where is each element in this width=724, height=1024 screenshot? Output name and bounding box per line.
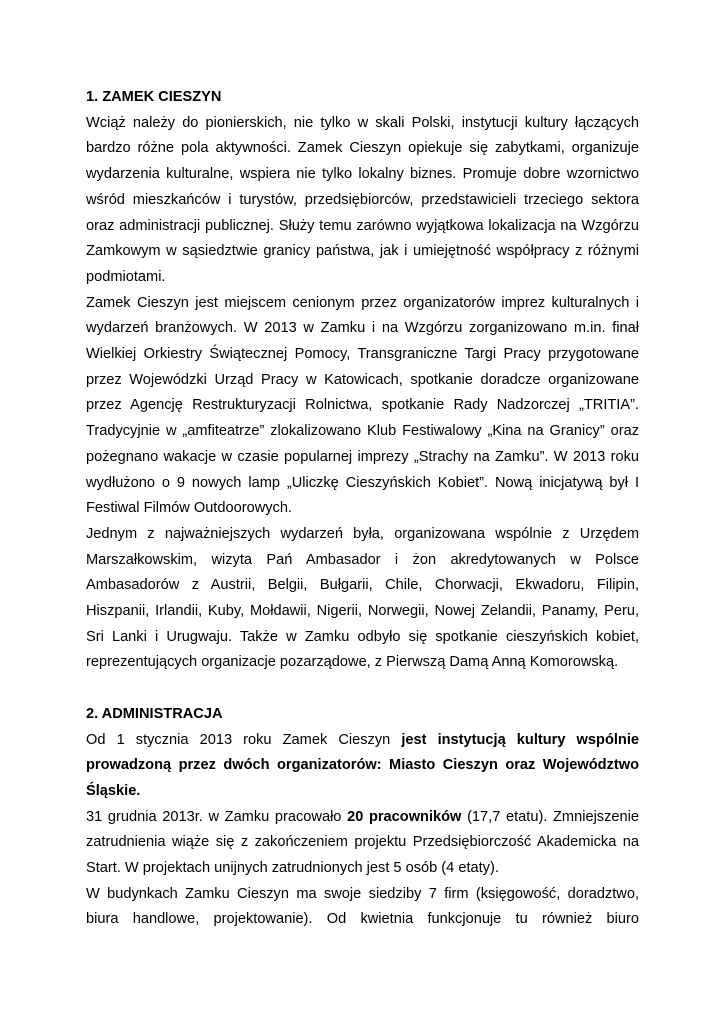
section-zamek-cieszyn (86, 85, 639, 676)
text-run: 31 grudnia 2013r. w Zamku pracowało (86, 808, 348, 825)
section-heading: 2. ADMINISTRACJA (86, 705, 223, 722)
section-heading: 1. ZAMEK CIESZYN (86, 89, 222, 105)
paragraph: W budynkach Zamku Cieszyn ma swoje siedziby 7 firm (księgowość, doradztwo, biura handlowe, projektowanie). Od kwietnia funkcjonuje tu również biuro (86, 885, 639, 928)
bold-text-run: jest instytucją kultury wspólnie prowadzoną przez dwóch organizatorów: Miasto Cieszyn oraz Województwo Śląskie. (86, 731, 639, 799)
paragraph (86, 805, 639, 882)
text-run: (17,7 etatu). Zmniejszenie zatrudnienia wiąże się z zakończeniem projektu Przedsiębiorczość Akademicka na Start. W projektach unijnych zatrudnionych jest 5 osób (4 etaty). (86, 808, 639, 877)
bold-text-run: 20 pracowników (347, 808, 462, 825)
paragraph (86, 728, 639, 805)
text-run: Od 1 stycznia 2013 roku Zamek Cieszyn (86, 731, 402, 748)
document-page (86, 85, 639, 933)
paragraph: Jednym z najważniejszych wydarzeń była, organizowana wspólnie z Urzędem Marszałkowskim, wizyta Pań Ambasador i żon akredytowanych w Polsce Ambasadorów z Austrii, Belgii, Bułgarii, Chile, Chorwacji, Ekwadoru, Filipin, Hiszpanii, Irlandii, Kuby, Mołdawii, Nigerii, Norwegii, Nowej Zelandii, Panamy, Peru, Sri Lanki i Urugwaju. Także w Zamku odbyło się spotkanie cieszyńskich kobiet, reprezentujących organizacje pozarządowe, z Pierwszą Damą Anną Komorowską. (86, 525, 639, 671)
section-administracja (86, 702, 639, 933)
paragraph: Wciąż należy do pionierskich, nie tylko w skali Polski, instytucji kultury łączących bardzo różne pola aktywności. Zamek Cieszyn opiekuje się zabytkami, organizuje wydarzenia kulturalne, wspiera nie tylko lokalny biznes. Promuje dobre wzornictwo wśród mieszkańców i turystów, przedsiębiorców, przedstawicieli trzeciego sektora oraz administracji publicznej. Służy temu zarówno wyjątkowa lokalizacja na Wzgórzu Zamkowym w sąsiedztwie granicy państwa, jak i umiejętność współpracy z różnymi podmiotami. (86, 114, 639, 285)
paragraph: Zamek Cieszyn jest miejscem cenionym przez organizatorów imprez kulturalnych i wydarzeń branżowych. W 2013 w Zamku i na Wzgórzu zorganizowano m.in. finał Wielkiej Orkiestry Świątecznej Pomocy, Transgraniczne Targi Pracy przygotowane przez Wojewódzki Urząd Pracy w Katowicach, spotkanie doradcze organizowane przez Agencję Restrukturyzacji Rolnictwa, spotkanie Rady Nadzorczej „TRITIA”. Tradycyjnie w „amfiteatrze” zlokalizowano Klub Festiwalowy „Kina na Granicy” oraz pożegnano wakacje w czasie popularnej imprezy „Strachy na Zamku”. W 2013 roku wydłużono o 9 nowych lamp „Uliczkę Cieszyńskich Kobiet”. Nową inicjatywą był I Festiwal Filmów Outdoorowych. (86, 294, 639, 517)
section-spacer (86, 676, 639, 702)
